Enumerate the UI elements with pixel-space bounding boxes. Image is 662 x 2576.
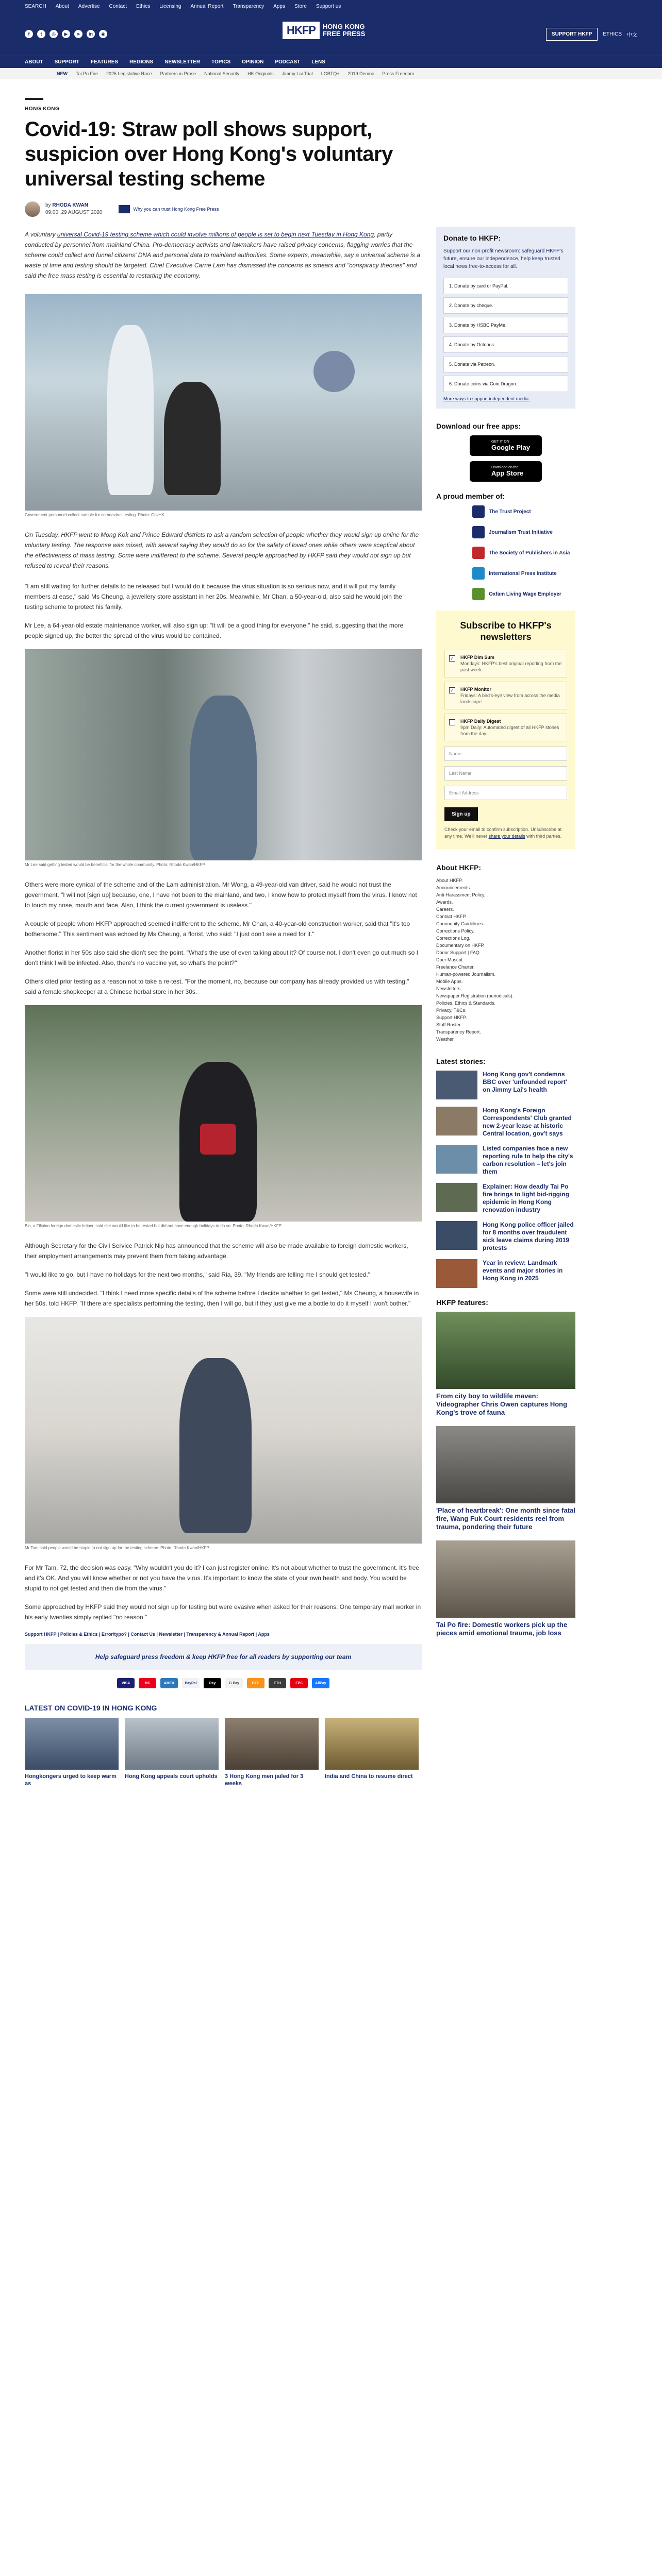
paypal-icon: PayPal: [182, 1678, 200, 1688]
nav-features[interactable]: FEATURES: [90, 59, 119, 65]
feature-image: [436, 1540, 575, 1618]
about-link[interactable]: Contact HKFP.: [436, 914, 467, 919]
alipay-icon: AliPay: [312, 1678, 329, 1688]
topbar-licensing[interactable]: Licensing: [159, 3, 181, 9]
about-link[interactable]: Mobile Apps.: [436, 979, 463, 984]
donate-option[interactable]: 4. Donate by Octopus.: [443, 336, 568, 353]
byline-prefix: by: [45, 202, 51, 208]
about-link[interactable]: Careers.: [436, 907, 454, 912]
story-item[interactable]: Hong Kong police officer jailed for 8 months over fraudulent sick leave claims during 2019 protests: [436, 1221, 575, 1252]
logo-line-2: FREE PRESS: [322, 30, 366, 38]
social-links: [25, 30, 107, 38]
oxfam-icon: [472, 588, 485, 600]
latest-thumb: [125, 1718, 219, 1770]
logo-line-1: HONG KONG: [322, 23, 365, 30]
story-item[interactable]: Hong Kong gov't condemns BBC over 'unfounded report' on Jimmy Lai's health: [436, 1071, 575, 1099]
about-link[interactable]: Newsletters.: [436, 986, 462, 991]
latest-thumb: [225, 1718, 319, 1770]
subnav-item[interactable]: HK Originals: [247, 71, 274, 76]
privacy-link[interactable]: share your details: [488, 834, 525, 839]
about-link[interactable]: Anti-Harassment Policy.: [436, 892, 486, 897]
google-pay-icon: G Pay: [225, 1678, 243, 1688]
fps-icon: FPS: [290, 1678, 308, 1688]
about-link[interactable]: Support HKFP.: [436, 1015, 467, 1020]
bitcoin-icon: BTC: [247, 1678, 264, 1688]
nav-opinion[interactable]: OPINION: [242, 59, 264, 65]
app-store-button[interactable]: Download on the App Store: [470, 461, 542, 482]
photo-caption: Mr Tam said people would be stupid to not sign up for the testing scheme. Photo: Rhoda Kwan/HKFP.: [25, 1546, 210, 1550]
newsletter-option-daily-digest[interactable]: HKFP Daily Digest 9pm Daily: Automated digest of all HKFP stories from the day.: [444, 714, 567, 741]
support-callout[interactable]: Help safeguard press freedom & keep HKFP free for all readers by supporting our team: [25, 1644, 422, 1670]
member-logo[interactable]: Oxfam Living Wage Employer: [472, 588, 575, 600]
member-logo[interactable]: International Press Institute: [472, 567, 575, 580]
latest-title: 3 Hong Kong men jailed for 3 weeks: [225, 1773, 304, 1787]
about-link[interactable]: Donor Support | FAQ.: [436, 950, 481, 955]
photo-testing-booth: [25, 294, 422, 511]
trust-badge[interactable]: [119, 205, 219, 213]
about-link[interactable]: Documentary on HKFP.: [436, 943, 485, 948]
about-link[interactable]: Weather.: [436, 1037, 455, 1042]
latest-title: Hongkongers urged to keep warm as: [25, 1773, 117, 1787]
about-list: [436, 877, 575, 1043]
ethereum-icon: ETH: [269, 1678, 286, 1688]
about-link[interactable]: Freelance Charter.: [436, 964, 475, 970]
topbar-about[interactable]: About: [55, 3, 69, 9]
article-paragraph: "I am still waiting for further details to be released but I would do it because the virus situation is so serious now, and it will put my family members at ease," said Ms Cheung, a jewellery store assistant in her 20s. Meanwhile, Mr Chan, a 50-year-old, also said he would join the testing scheme to protect his family.: [25, 583, 402, 611]
article-paragraph: Another florist in her 50s also said she didn't see the point. "What's the use of even talking about it? Of course not. I don't even go out much so I don't think I will be infected. Also, there's no vaccine yet, so what's the point?": [25, 949, 418, 967]
support-links[interactable]: Support HKFP | Policies & Ethics | Error/typo? | Contact Us | Newsletter | Transparency & Annual Report | Apps: [25, 1632, 270, 1637]
support-hkfp-button[interactable]: SUPPORT HKFP: [546, 28, 598, 41]
amex-icon: AMEX: [160, 1678, 178, 1688]
topbar-advertise[interactable]: Advertise: [78, 3, 100, 9]
nav-support[interactable]: SUPPORT: [54, 59, 79, 65]
photo-mr-tam: [25, 1317, 422, 1544]
latest-card[interactable]: [225, 1718, 319, 1787]
section-tag[interactable]: HONG KONG: [25, 106, 60, 112]
article-paragraph: Others were more cynical of the scheme and of the Lam administration. Mr Wong, a 49-year-old van driver, said he would not trust the government. "I will not [sign up] because, one, I have not been to the mainland, and two, I know how to protect myself from the virus. I know not to touch my nose, mouth and face. Also, I think the current government is useless.": [25, 881, 417, 909]
story-item[interactable]: Explainer: How deadly Tai Po fire brings to light bid-rigging epidemic in Hong Kong renovation industry: [436, 1183, 575, 1214]
latest-card[interactable]: [125, 1718, 219, 1787]
topbar-apps[interactable]: Apps: [273, 3, 285, 9]
about-link[interactable]: Announcements.: [436, 885, 471, 890]
facebook-icon[interactable]: f: [25, 30, 33, 38]
latest-grid: [25, 1718, 422, 1787]
nav-topics[interactable]: TOPICS: [211, 59, 231, 65]
article-paragraph: Mr Lee, a 64-year-old estate maintenance worker, will also sign up: "It will be a good thing for everyone," he said, suggesting that the more people signed up, the better the spread of the virus would be contained.: [25, 622, 404, 639]
section-rule: [25, 98, 43, 100]
payment-methods: [25, 1678, 422, 1688]
story-thumb: [436, 1221, 477, 1250]
photo-figure-person: [190, 696, 257, 860]
story-item[interactable]: Hong Kong's Foreign Correspondents' Club granted new 2-year lease at historic Central location, gov't says: [436, 1107, 575, 1138]
article-lede: A voluntary universal Covid-19 testing scheme which could involve millions of people is set to begin next Tuesday in Hong Kong, partly conducted by personnel from mainland China. Pro-democracy activists and lawmakers have raised privacy concerns, flagging worries that the scheme could collect and funnel citizens' DNA and personal data to mainland authorities. Some experts, meanwhile, say a universal scheme is a waste of time and testing should be targeted. Chief Executive Carrie Lam has dismissed the concerns as smears and "conspiracy theories" and said the free mass testing is essential to restarting the economy.: [25, 231, 420, 279]
twitter-icon[interactable]: t: [37, 30, 45, 38]
latest-section-title: LATEST ON COVID-19 IN HONG KONG: [25, 1704, 157, 1712]
last-name-field[interactable]: Last Name: [444, 766, 567, 781]
latest-thumb: [25, 1718, 119, 1770]
story-item[interactable]: Year in review: Landmark events and major stories in Hong Kong in 2025: [436, 1259, 575, 1288]
donate-box: [436, 227, 575, 409]
latest-title: India and China to resume direct: [325, 1773, 413, 1780]
mastercard-icon: MC: [139, 1678, 156, 1688]
article-paragraph: Some approached by HKFP said they would not sign up for testing but were evasive when asked for their reasons. One temporary mall worker in his early twenties simply replied "no reason.": [25, 1603, 421, 1621]
feature-item[interactable]: 'Place of heartbreak': One month since fatal fire, Wang Fuk Court residents reel from trauma, pondering their future: [436, 1426, 575, 1531]
topbar-ethics[interactable]: Ethics: [136, 3, 151, 9]
about-link[interactable]: Doer Mascot.: [436, 957, 464, 962]
checkbox-checked-icon[interactable]: ✓: [449, 655, 455, 662]
nav-lens[interactable]: LENS: [311, 59, 325, 65]
newsletter-option-monitor[interactable]: ✓ HKFP Monitor Fridays: A bird's-eye view from across the media landscape.: [444, 682, 567, 709]
latest-card[interactable]: [25, 1718, 119, 1787]
member-logo[interactable]: The Trust Project: [472, 505, 575, 518]
author-avatar: [25, 201, 40, 217]
story-thumb: [436, 1259, 477, 1288]
subnav-item[interactable]: Partners in Prose: [160, 71, 196, 76]
apps-title: Download our free apps:: [436, 422, 521, 430]
feature-item[interactable]: Tai Po fire: Domestic workers pick up the pieces amid emotional trauma, job loss: [436, 1540, 575, 1637]
ipi-icon: [472, 567, 485, 580]
photo-red-bag: [200, 1124, 236, 1155]
author-name[interactable]: RHODA KWAN: [52, 202, 88, 208]
donate-intro: Support our non-profit newsroom: safeguard HKFP's future, ensure our independence, help keep trusted local news free-to-access for all.: [443, 248, 564, 269]
article-title: Covid-19: Straw poll shows support, suspicion over Hong Kong's voluntary universal testing scheme: [25, 118, 393, 190]
latest-thumb: [325, 1718, 419, 1770]
photo-figure-resident: [164, 382, 221, 495]
visa-icon: VISA: [117, 1678, 135, 1688]
story-thumb: [436, 1145, 477, 1174]
subnav-item[interactable]: National Security: [204, 71, 240, 76]
about-link[interactable]: Transparency Report.: [436, 1029, 481, 1035]
feature-image: [436, 1312, 575, 1389]
topbar-search[interactable]: SEARCH: [25, 3, 46, 9]
member-logo[interactable]: Journalism Trust Initiative: [472, 526, 575, 538]
instagram-icon[interactable]: ◎: [49, 30, 58, 38]
about-title: About HKFP:: [436, 863, 482, 872]
about-link[interactable]: Human-powered Journalism.: [436, 972, 496, 977]
sidebar: [436, 227, 575, 1647]
article-paragraph: Although Secretary for the Civil Service Patrick Nip has announced that the scheme will also be made available to foreign domestic workers, their employment arrangements may prevent them from taking advantage.: [25, 1242, 408, 1260]
photo-figure-worker: [107, 325, 154, 495]
checkbox-checked-icon[interactable]: ✓: [449, 687, 455, 693]
subnav-item[interactable]: Tai Po Fire: [76, 71, 98, 76]
about-link[interactable]: Corrections Policy.: [436, 928, 475, 934]
newsletter-option-dim-sum[interactable]: ✓ HKFP Dim Sum Mondays: HKFP's best original reporting from the past week.: [444, 650, 567, 677]
subnav-new-label: NEW: [57, 71, 68, 76]
article-paragraph: On Tuesday, HKFP went to Mong Kok and Prince Edward districts to ask a random selection of people whether they would sign up online for the voluntary testing. The response was mixed, with several saying they would do so for the safety of loved ones while others were sceptical about the effectiveness of mass testing. Some were indifferent to the scheme. Several people approached by HKFP said they would not sign up but refused to reveal their reasons.: [25, 531, 419, 569]
subnav-item[interactable]: Jimmy Lai Trial: [282, 71, 313, 76]
story-thumb: [436, 1183, 477, 1212]
trust-badge-text: Why you can trust Hong Kong Free Press: [133, 207, 219, 212]
latest-card[interactable]: [325, 1718, 419, 1787]
features-title: HKFP features:: [436, 1298, 488, 1307]
donate-option[interactable]: 1. Donate by card or PayPal.: [443, 278, 568, 294]
newsletter-box: [436, 611, 575, 849]
subnav-item[interactable]: Press Freedom: [382, 71, 415, 76]
member-logo[interactable]: The Society of Publishers in Asia: [472, 547, 575, 559]
donate-more-link[interactable]: More ways to support independent media.: [443, 396, 530, 401]
nav-regions[interactable]: REGIONS: [129, 59, 154, 65]
donate-option[interactable]: 2. Donate by cheque.: [443, 297, 568, 314]
apple-pay-icon: Pay: [204, 1678, 221, 1688]
lede-link[interactable]: universal Covid-19 testing scheme which could involve millions of people is set to begin next Tuesday in Hong Kong: [57, 231, 374, 238]
site-header: [0, 12, 662, 56]
youtube-icon[interactable]: ▶: [62, 30, 70, 38]
latest-stories-title: Latest stories:: [436, 1057, 486, 1065]
story-item[interactable]: Listed companies face a new reporting rule to help the city's carbon resolution – let's join them: [436, 1145, 575, 1176]
email-field[interactable]: Email Address: [444, 786, 567, 800]
article-paragraph: A couple of people whom HKFP approached seemed indifferent to the scheme. Mr Chan, a 40-year-old construction worker, said that "it's too bothersome." This sentiment was echoed by Ms Cheung, a florist, who said: "I just don't see a need for it.": [25, 920, 410, 938]
about-link[interactable]: Community Guidelines.: [436, 921, 485, 926]
photo-fan: [313, 351, 355, 392]
first-name-field[interactable]: Name: [444, 747, 567, 761]
logo-mark: HKFP: [283, 22, 320, 39]
latest-title: Hong Kong appeals court upholds: [125, 1773, 218, 1780]
topbar-annual-report[interactable]: Annual Report: [190, 3, 224, 9]
signup-button[interactable]: Sign up: [444, 807, 478, 821]
linkedin-icon[interactable]: in: [87, 30, 95, 38]
story-thumb: [436, 1071, 477, 1099]
about-link[interactable]: Staff Roster.: [436, 1022, 462, 1027]
trust-project-icon: [472, 505, 485, 518]
about-link[interactable]: About HKFP.: [436, 878, 463, 883]
about-link[interactable]: Newspaper Registration (periodicals).: [436, 993, 514, 998]
topbar-transparency[interactable]: Transparency: [233, 3, 264, 9]
about-link[interactable]: Policies, Ethics & Standards.: [436, 1001, 496, 1006]
photo-figure-person: [179, 1358, 252, 1533]
photo-caption: Government personnel collect sample for coronavirus testing. Photo: GovHK.: [25, 513, 166, 517]
publish-date: 09:00, 29 AUGUST 2020: [45, 210, 103, 215]
checkbox-icon[interactable]: [449, 719, 455, 725]
sub-nav: [0, 68, 662, 79]
photo-caption: Bia, a Filipino foreign domestic helper, said she would like to be tested but did not have enough holidays to do so. Photo: Rhoda Kwan/HKFP.: [25, 1224, 283, 1228]
story-thumb: [436, 1107, 477, 1136]
donate-option[interactable]: 3. Donate by HSBC PayMe.: [443, 317, 568, 333]
photo-mr-lee: [25, 649, 422, 860]
article: [25, 98, 422, 1787]
about-link[interactable]: Privacy, T&Cs.: [436, 1008, 467, 1013]
byline-row: [25, 201, 422, 217]
topbar-store[interactable]: Store: [294, 3, 307, 9]
donate-option[interactable]: 5. Donate via Patreon.: [443, 356, 568, 372]
about-link[interactable]: Awards.: [436, 900, 453, 905]
feature-image: [436, 1426, 575, 1503]
photo-ria: [25, 1005, 422, 1222]
topbar-support[interactable]: Support us: [316, 3, 341, 9]
subnav-item[interactable]: 2025 Legislative Race: [106, 71, 152, 76]
top-utility-bar: [0, 0, 662, 12]
member-title: A proud member of:: [436, 492, 505, 500]
newsletter-title: Subscribe to HKFP's newsletters: [460, 620, 552, 642]
main-nav: [0, 56, 662, 68]
photo-caption: Mr Lee said getting tested would be beneficial for the whole community. Photo: Rhoda Kwan/HKFP.: [25, 862, 206, 867]
topbar-contact[interactable]: Contact: [109, 3, 127, 9]
jti-icon: [472, 526, 485, 538]
trust-badge-icon: [119, 205, 130, 213]
telegram-icon[interactable]: ➤: [74, 30, 82, 38]
article-paragraph: Some were still undecided. "I think I need more specific details of the scheme before I decide whether to get tested," Ms Cheung, a housewife in her 50s, told HKFP. "If there are specialists performing the testing, then I will go, but if they just give me a bottle to do it myself I won't bother.": [25, 1290, 419, 1307]
nav-newsletter[interactable]: NEWSLETTER: [164, 59, 201, 65]
article-paragraph: "I would like to go, but I have no holidays for the next two months," said Ria, 39. "My friends are telling me I should get tested.": [25, 1271, 371, 1278]
rss-icon[interactable]: ◉: [99, 30, 107, 38]
about-link[interactable]: Corrections Log.: [436, 936, 471, 941]
chinese-link[interactable]: 中文: [627, 32, 637, 38]
subnav-item[interactable]: 2019 Democ: [347, 71, 374, 76]
article-paragraph: Others cited prior testing as a reason not to take a re-test. "For the moment, no, because our company has already provided us with testing," said a female shopkeeper at a Chinese herbal store in her 30s.: [25, 978, 409, 995]
google-play-button[interactable]: GET IT ON Google Play: [470, 435, 542, 456]
article-paragraph: For Mr Tam, 72, the decision was easy. "Why wouldn't you do it? I can just register online. It's not about whether to trust the government. It's free and it's OK. And you will know whether or not you have the virus. It's important to know the state of your own health and body. You would be stupid to not get tested and then die from the virus.": [25, 1564, 420, 1592]
donate-title: Donate to HKFP:: [443, 234, 501, 242]
nav-about[interactable]: ABOUT: [25, 59, 43, 65]
site-logo[interactable]: [283, 22, 365, 39]
sopa-icon: [472, 547, 485, 559]
nav-podcast[interactable]: PODCAST: [275, 59, 301, 65]
subnav-item[interactable]: LGBTQ+: [321, 71, 340, 76]
feature-item[interactable]: From city boy to wildlife maven: Videographer Chris Owen captures Hong Kong's trove of fauna: [436, 1312, 575, 1417]
newsletter-note: Check your email to confirm subscription. Unsubscribe at any time. We'll never share your details with third parties.: [444, 827, 562, 839]
ethics-link[interactable]: ETHICS: [603, 31, 622, 37]
donate-option[interactable]: 6. Donate coins via Coin Dragon.: [443, 376, 568, 392]
